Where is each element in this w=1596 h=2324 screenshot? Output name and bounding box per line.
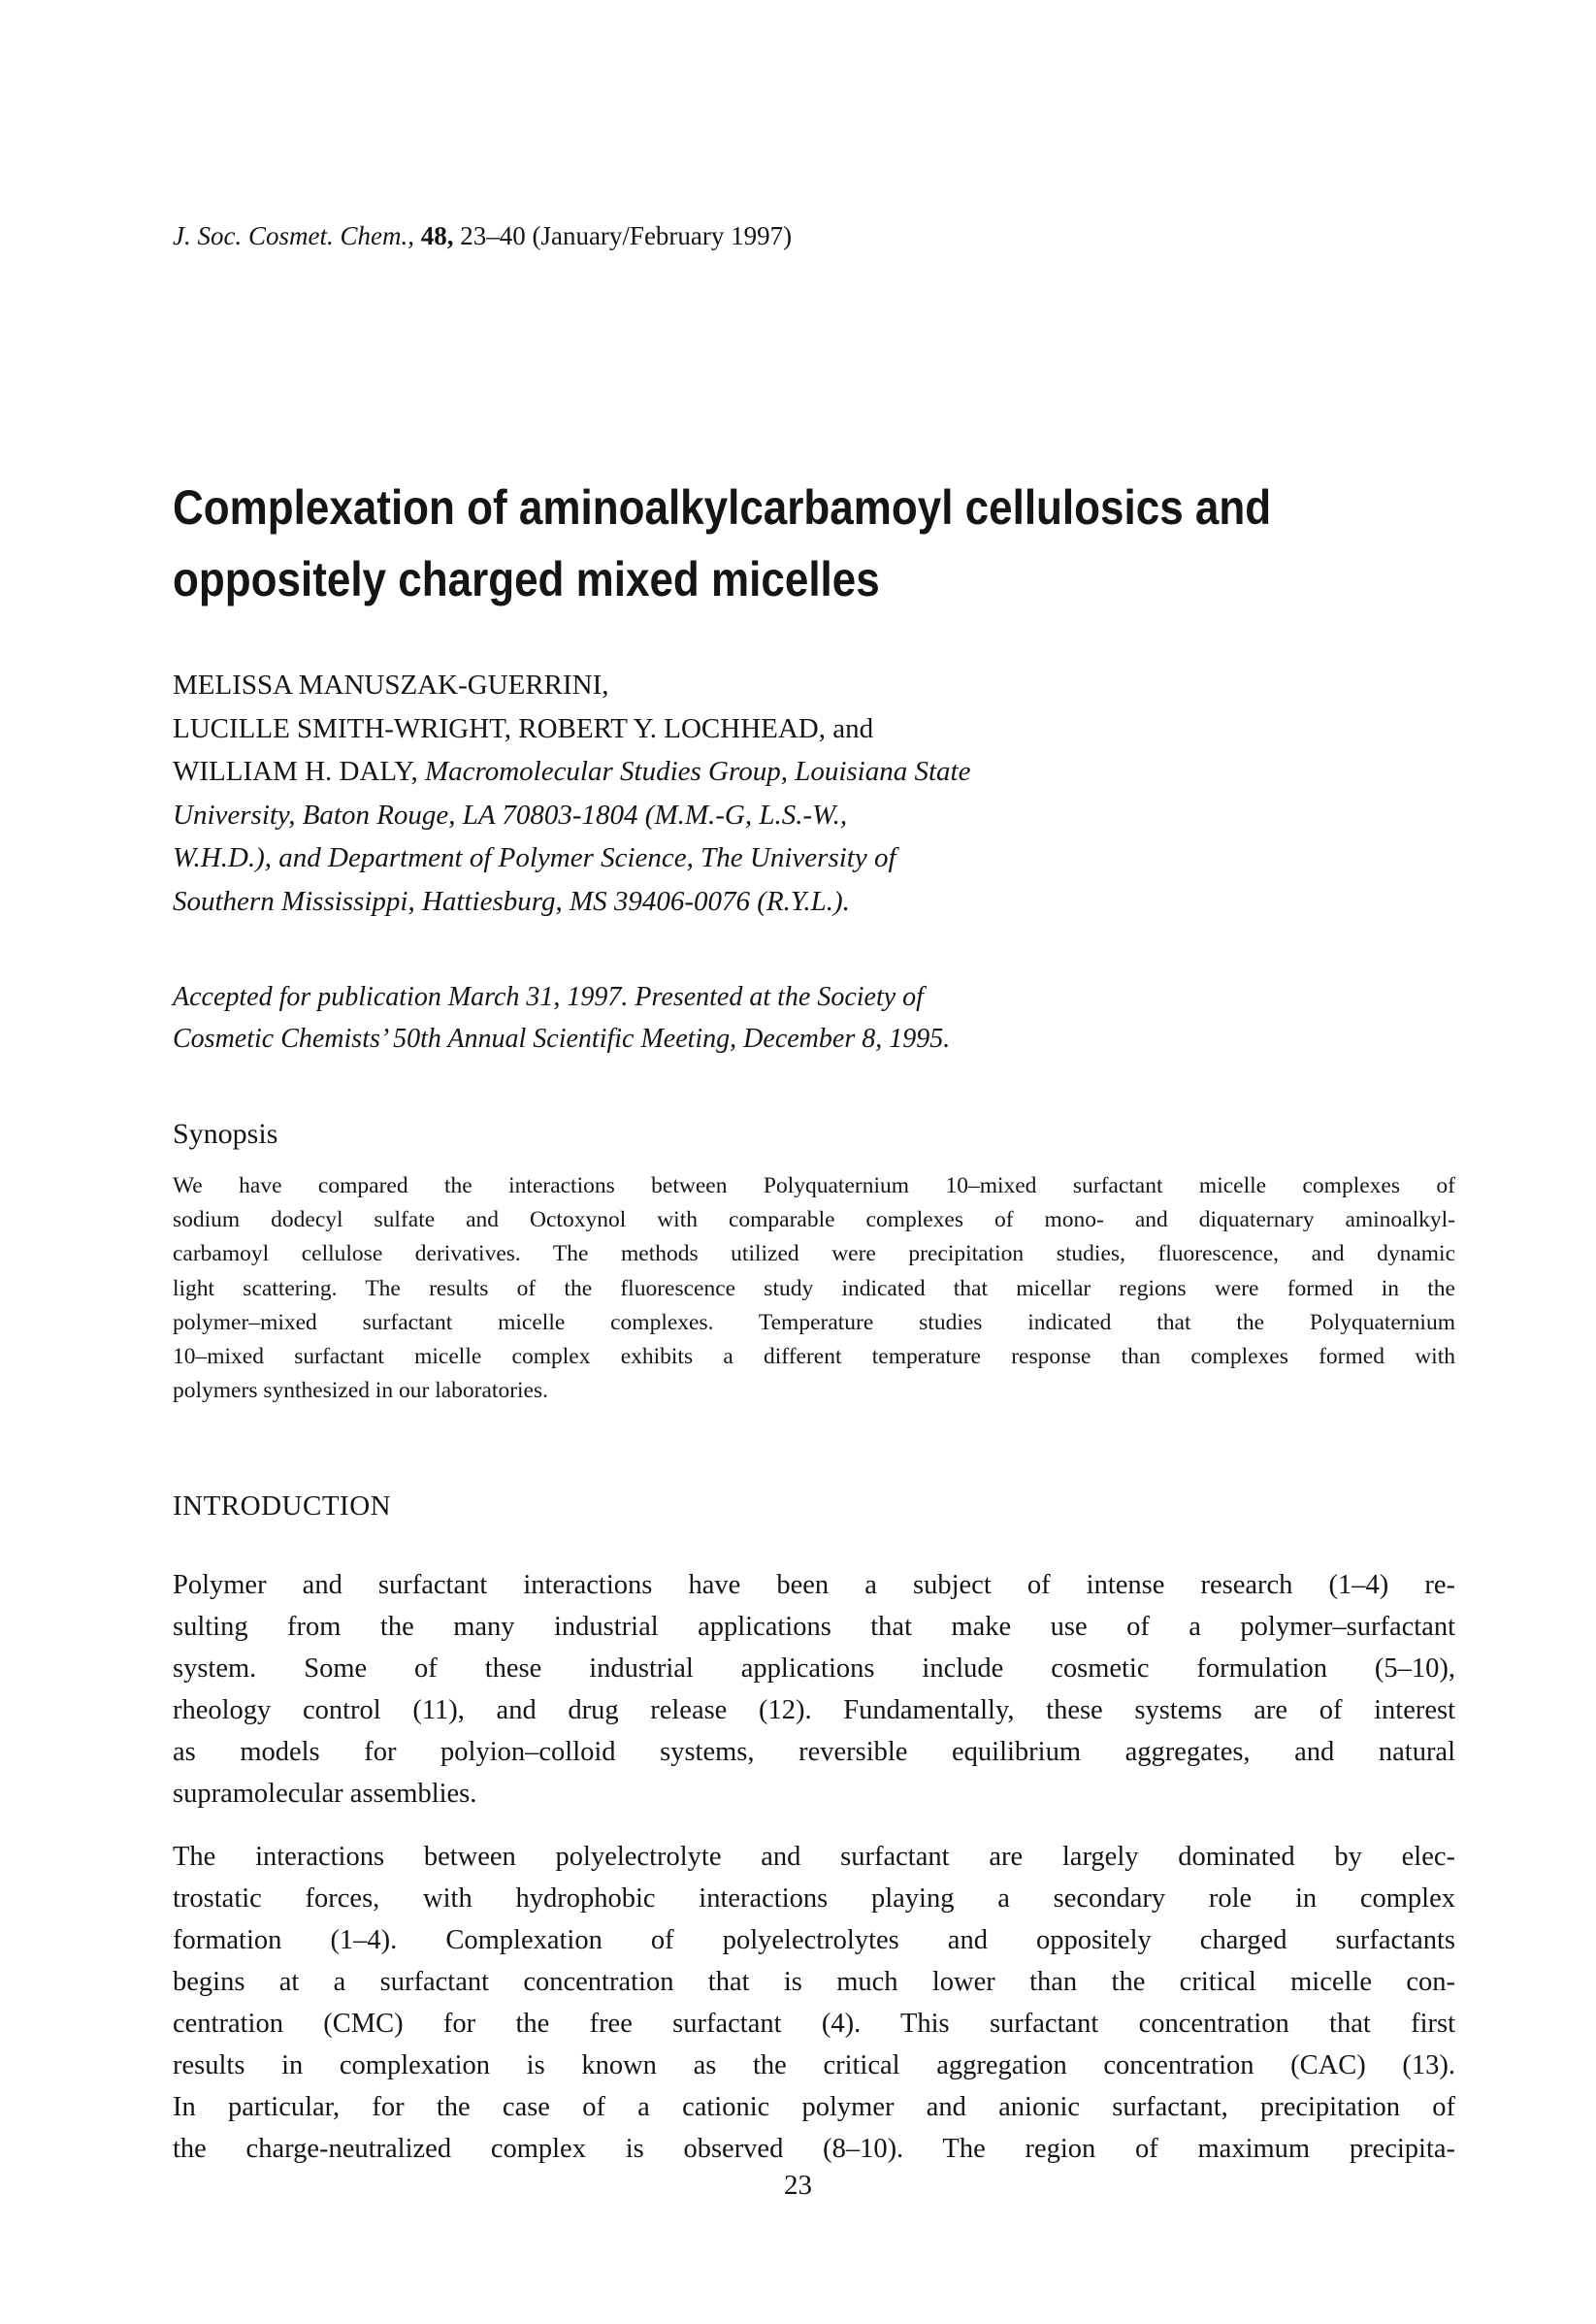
- introduction-paragraph-1: [173, 1564, 1455, 1815]
- author-name: WILLIAM H. DALY,: [173, 756, 425, 787]
- author-line: LUCILLE SMITH-WRIGHT, ROBERT Y. LOCHHEAD, and: [173, 712, 874, 744]
- body-line: rheology control (11), and drug release (12). Fundamentally, these systems are of interest: [173, 1695, 1455, 1725]
- page-number: 23: [784, 2170, 812, 2201]
- body-line: sulting from the many industrial applications that make use of a polymer–surfactant: [173, 1612, 1455, 1642]
- synopsis-line: 10–mixed surfactant micelle complex exhibits a different temperature response than complexes formed with: [173, 1344, 1455, 1370]
- synopsis-line: light scattering. The results of the fluorescence study indicated that micellar regions were formed in the: [173, 1275, 1455, 1301]
- acceptance-note: [173, 976, 1455, 1060]
- author-affiliation-line: University, Baton Rouge, LA 70803-1804 (M.M.-G, L.S.-W.,: [173, 799, 848, 831]
- paper-title-line2: oppositely charged mixed micelles: [173, 552, 880, 606]
- synopsis-heading: Synopsis: [173, 1118, 278, 1150]
- paper-title: [173, 472, 1505, 615]
- citation-pages-date: 23–40 (January/February 1997): [460, 221, 793, 250]
- body-line: centration (CMC) for the free surfactant (4). This surfactant concentration that first: [173, 2009, 1455, 2039]
- author-affiliation-line: W.H.D.), and Department of Polymer Science, The University of: [173, 842, 896, 873]
- acceptance-note-line: Accepted for publication March 31, 1997. Presented at the Society of: [173, 982, 924, 1012]
- journal-citation: [173, 221, 1455, 251]
- body-line: system. Some of these industrial applications include cosmetic formulation (5–10),: [173, 1653, 1455, 1684]
- author-affiliation-line: Southern Mississippi, Hattiesburg, MS 39406-0076 (R.Y.L.).: [173, 885, 850, 917]
- body-line: In particular, for the case of a cationic polymer and anionic surfactant, precipitation of: [173, 2092, 1455, 2122]
- paper-title-line1: Complexation of aminoalkylcarbamoyl cellulosics and: [173, 480, 1272, 535]
- body-line: the charge-neutralized complex is observed (8–10). The region of maximum precipita-: [173, 2134, 1455, 2164]
- synopsis-line: polymers synthesized in our laboratories.: [173, 1378, 549, 1404]
- body-line: as models for polyion–colloid systems, reversible equilibrium aggregates, and natural: [173, 1737, 1455, 1767]
- authors-block: [173, 664, 1455, 923]
- introduction-heading: INTRODUCTION: [173, 1490, 392, 1522]
- introduction-paragraph-2: [173, 1836, 1455, 2170]
- author-affiliation: Macromolecular Studies Group, Louisiana State: [424, 756, 971, 787]
- synopsis-line: polymer–mixed surfactant micelle complexes. Temperature studies indicated that the Polyquaternium: [173, 1309, 1455, 1335]
- author-line: [173, 750, 1455, 794]
- synopsis-line: sodium dodecyl sulfate and Octoxynol with comparable complexes of mono- and diquaternary aminoalkyl-: [173, 1207, 1455, 1233]
- body-line: supramolecular assemblies.: [173, 1779, 477, 1809]
- citation-volume: 48,: [420, 221, 461, 250]
- acceptance-note-line: Cosmetic Chemists’ 50th Annual Scientific Meeting, December 8, 1995.: [173, 1024, 951, 1054]
- body-line: trostatic forces, with hydrophobic interactions playing a secondary role in complex: [173, 1883, 1455, 1914]
- synopsis-line: carbamoyl cellulose derivatives. The methods utilized were precipitation studies, fluorescence, and dynamic: [173, 1241, 1455, 1267]
- body-line: begins at a surfactant concentration that is much lower than the critical micelle con-: [173, 1967, 1455, 1997]
- body-line: formation (1–4). Complexation of polyelectrolytes and oppositely charged surfactants: [173, 1925, 1455, 1955]
- synopsis-line: We have compared the interactions between Polyquaternium 10–mixed surfactant micelle complexes of: [173, 1173, 1455, 1198]
- body-line: The interactions between polyelectrolyte and surfactant are largely dominated by elec-: [173, 1842, 1455, 1872]
- body-line: Polymer and surfactant interactions have been a subject of intense research (1–4) re-: [173, 1570, 1455, 1600]
- citation-journal-name: J. Soc. Cosmet. Chem.,: [173, 221, 421, 250]
- synopsis-paragraph: [173, 1169, 1455, 1408]
- body-line: results in complexation is known as the critical aggregation concentration (CAC) (13).: [173, 2050, 1455, 2080]
- author-line: MELISSA MANUSZAK-GUERRINI,: [173, 670, 609, 701]
